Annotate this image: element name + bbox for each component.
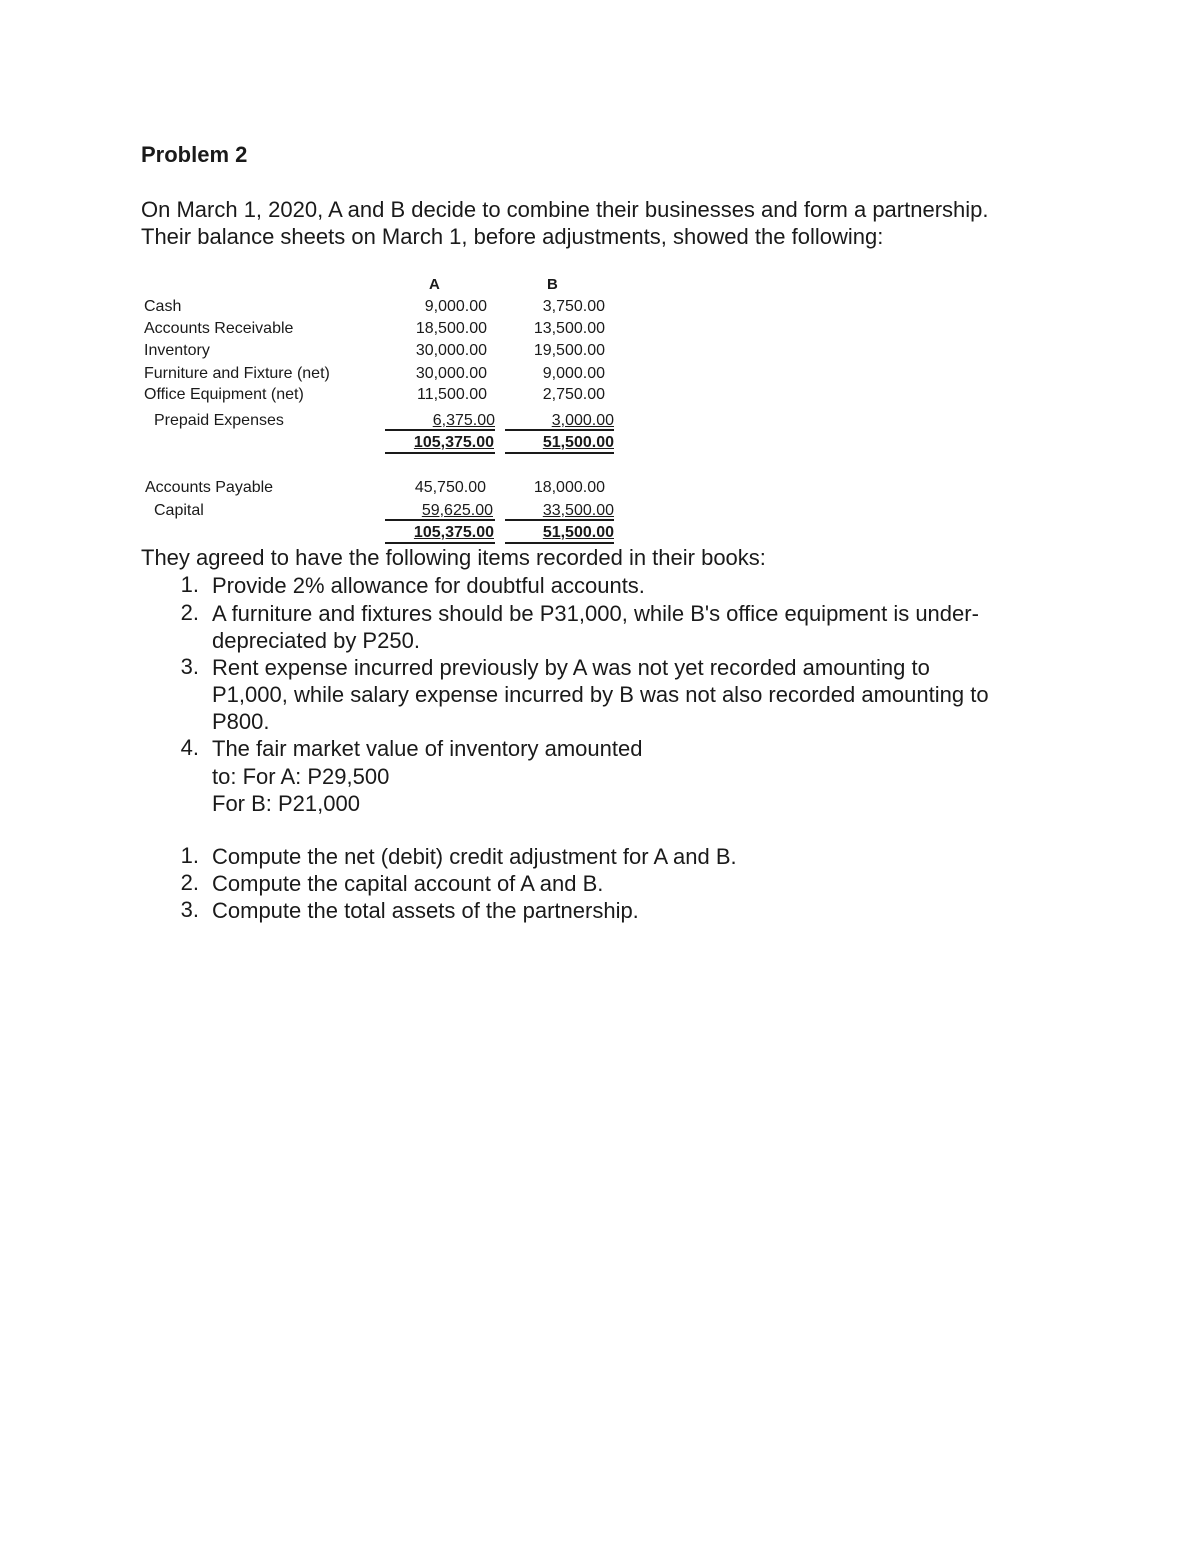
total-rule-a [385,452,495,454]
total-rule-b [505,452,614,454]
liab-total-rule-a [385,542,495,544]
list-number: 4. [180,735,199,760]
row-label-accounts-payable: Accounts Payable [145,479,274,496]
row-label-capital: Capital [154,502,204,519]
row-label-accounts-receivable: Accounts Receivable [144,320,294,337]
list-number: 3. [180,897,199,922]
prepaid-expenses-a: 6,375.00 [432,412,495,429]
accounts-receivable-a: 18,500.00 [415,320,487,337]
list-number: 3. [180,654,199,679]
liab-subtotal-rule-a [385,519,495,521]
cash-b: 3,750.00 [542,298,605,315]
furniture-fixture-b: 9,000.00 [542,365,605,382]
list-number: 2. [180,600,199,625]
list-text: The fair market value of inventory amounted [212,736,643,761]
column-header-a: A [429,276,440,293]
problem-title: Problem 2 [141,142,248,167]
list-text: depreciated by P250. [212,628,420,653]
list-text: P1,000, while salary expense incurred by B was not also recorded amounting to [212,682,989,707]
list-text: A furniture and fixtures should be P31,000, while B's office equipment is under- [212,601,979,626]
capital-b: 33,500.00 [542,502,614,519]
list-text: P800. [212,709,270,734]
liabilities-total-a: 105,375.00 [413,524,494,541]
accounts-receivable-b: 13,500.00 [533,320,605,337]
row-label-prepaid-expenses: Prepaid Expenses [154,412,284,429]
furniture-fixture-a: 30,000.00 [415,365,487,382]
capital-a: 59,625.00 [421,502,493,519]
subtotal-rule-b [505,429,614,431]
liab-subtotal-rule-b [505,519,614,521]
list-text: Rent expense incurred previously by A was not yet recorded amounting to [212,655,930,680]
list-number: 2. [180,870,199,895]
list-text: For B: P21,000 [212,791,360,816]
list-text: Compute the total assets of the partnership. [212,898,639,923]
row-label-cash: Cash [144,298,182,315]
list-number: 1. [180,572,199,597]
list-text: to: For A: P29,500 [212,764,390,789]
list-text: Provide 2% allowance for doubtful accounts. [212,573,645,598]
intro-line-2: Their balance sheets on March 1, before adjustments, showed the following: [141,224,884,249]
assets-total-b: 51,500.00 [542,434,614,451]
agreed-intro: They agreed to have the following items recorded in their books: [141,545,766,570]
column-header-b: B [547,276,558,293]
subtotal-rule-a [385,429,495,431]
assets-total-a: 105,375.00 [413,434,494,451]
list-number: 1. [180,843,199,868]
row-label-office-equipment: Office Equipment (net) [144,386,304,403]
list-text: Compute the capital account of A and B. [212,871,604,896]
office-equipment-b: 2,750.00 [542,386,605,403]
list-text: Compute the net (debit) credit adjustment for A and B. [212,844,737,869]
inventory-b: 19,500.00 [533,342,605,359]
office-equipment-a: 11,500.00 [417,386,487,403]
accounts-payable-b: 18,000.00 [533,479,605,496]
intro-line-1: On March 1, 2020, A and B decide to combine their businesses and form a partnership. [141,197,989,222]
row-label-inventory: Inventory [144,342,210,359]
cash-a: 9,000.00 [424,298,487,315]
inventory-a: 30,000.00 [415,342,487,359]
row-label-furniture-fixture: Furniture and Fixture (net) [144,365,330,382]
accounts-payable-a: 45,750.00 [414,479,486,496]
liab-total-rule-b [505,542,614,544]
prepaid-expenses-b: 3,000.00 [551,412,614,429]
liabilities-total-b: 51,500.00 [542,524,614,541]
